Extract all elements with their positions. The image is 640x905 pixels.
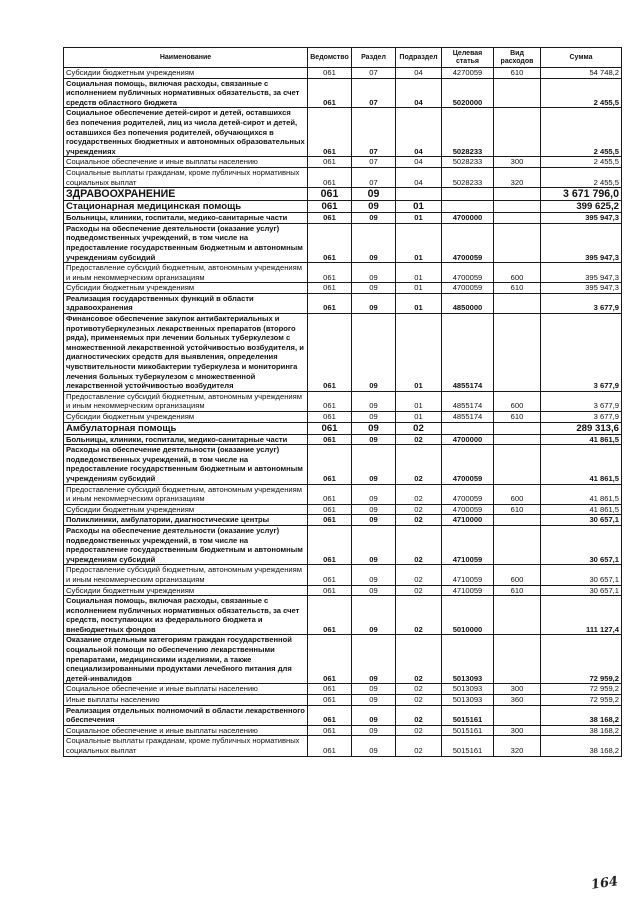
- cell-name: Предоставление субсидий бюджетным, автономным учреждениям и иным некоммерческим организациям: [64, 391, 308, 411]
- cell-expense-type: 610: [494, 283, 541, 294]
- table-row: [64, 525, 622, 564]
- cell-dept: 061: [308, 585, 352, 596]
- cell-sum: 38 168,2: [541, 705, 622, 725]
- cell-expense-type: [494, 434, 541, 445]
- cell-dept: 061: [308, 201, 352, 213]
- cell-sum: 111 127,4: [541, 596, 622, 635]
- cell-section: 09: [352, 213, 396, 224]
- cell-dept: 061: [308, 293, 352, 313]
- cell-target: 5028233: [442, 167, 494, 187]
- table-row: [64, 167, 622, 187]
- cell-dept: 061: [308, 565, 352, 585]
- cell-subsection: 01: [396, 213, 442, 224]
- cell-name: Социальное обеспечение и иные выплаты населению: [64, 684, 308, 695]
- cell-name: Финансовое обеспечение закупок антибактериальных и противотуберкулезных лекарственных препаратов (второго ряда), применяемых при лечении больных туберкулезом с множественной лекарственной устойчивостью возбудителя, и диагностических средств для выявления, определения чувствительности микобактерии туберкулеза и мониторинга лечения больных туберкулезом с множественной лекарственной устойчивостью возбудителя: [64, 314, 308, 392]
- cell-target: 5020000: [442, 78, 494, 108]
- cell-expense-type: 360: [494, 695, 541, 706]
- cell-sum: 395 947,3: [541, 213, 622, 224]
- cell-target: 4700000: [442, 213, 494, 224]
- cell-section: 09: [352, 422, 396, 434]
- cell-sum: 399 625,2: [541, 201, 622, 213]
- cell-section: 09: [352, 585, 396, 596]
- table-row: [64, 68, 622, 79]
- cell-dept: 061: [308, 412, 352, 423]
- cell-subsection: 02: [396, 445, 442, 484]
- cell-target: 5015161: [442, 705, 494, 725]
- cell-expense-type: 320: [494, 167, 541, 187]
- cell-expense-type: 300: [494, 725, 541, 736]
- cell-sum: 395 947,3: [541, 223, 622, 262]
- table-row: [64, 635, 622, 684]
- cell-dept: 061: [308, 596, 352, 635]
- table-row: [64, 736, 622, 756]
- cell-sum: 395 947,3: [541, 263, 622, 283]
- cell-section: 09: [352, 565, 396, 585]
- column-header-expense-type: Вид расходов: [494, 48, 541, 68]
- cell-expense-type: [494, 705, 541, 725]
- cell-target: 4710059: [442, 585, 494, 596]
- cell-name: Стационарная медицинская помощь: [64, 201, 308, 213]
- cell-section: 09: [352, 283, 396, 294]
- cell-expense-type: [494, 445, 541, 484]
- cell-dept: 061: [308, 684, 352, 695]
- cell-target: 4855174: [442, 391, 494, 411]
- cell-section: 07: [352, 157, 396, 168]
- column-header-name: Наименование: [64, 48, 308, 68]
- cell-target: [442, 422, 494, 434]
- cell-sum: 72 959,2: [541, 684, 622, 695]
- cell-section: 09: [352, 445, 396, 484]
- cell-dept: 061: [308, 434, 352, 445]
- cell-sum: 38 168,2: [541, 736, 622, 756]
- cell-dept: 061: [308, 635, 352, 684]
- cell-section: 09: [352, 434, 396, 445]
- cell-sum: 2 455,5: [541, 108, 622, 157]
- cell-dept: 061: [308, 515, 352, 526]
- cell-name: Расходы на обеспечение деятельности (оказание услуг) подведомственных учреждений, в том числе на предоставление государственным бюджетным и автономным учреждениям субсидий: [64, 445, 308, 484]
- table-body: [64, 68, 622, 757]
- cell-section: 07: [352, 167, 396, 187]
- cell-sum: 41 861,5: [541, 434, 622, 445]
- cell-sum: 30 657,1: [541, 525, 622, 564]
- cell-subsection: 02: [396, 525, 442, 564]
- column-header-section: Раздел: [352, 48, 396, 68]
- cell-expense-type: 610: [494, 585, 541, 596]
- cell-section: 09: [352, 705, 396, 725]
- cell-subsection: 02: [396, 434, 442, 445]
- cell-sum: 2 455,5: [541, 167, 622, 187]
- table-row: [64, 78, 622, 108]
- cell-subsection: 02: [396, 635, 442, 684]
- cell-dept: 061: [308, 484, 352, 504]
- table-row: [64, 596, 622, 635]
- cell-section: 09: [352, 725, 396, 736]
- cell-section: 09: [352, 391, 396, 411]
- cell-target: 4855174: [442, 314, 494, 392]
- cell-subsection: 02: [396, 596, 442, 635]
- table-row: [64, 445, 622, 484]
- cell-subsection: 01: [396, 201, 442, 213]
- column-header-target: Целевая статья: [442, 48, 494, 68]
- cell-sum: 3 671 796,0: [541, 188, 622, 201]
- cell-dept: 061: [308, 314, 352, 392]
- cell-dept: 061: [308, 157, 352, 168]
- cell-expense-type: [494, 635, 541, 684]
- cell-subsection: 04: [396, 157, 442, 168]
- cell-dept: 061: [308, 525, 352, 564]
- cell-expense-type: [494, 293, 541, 313]
- cell-target: 4710059: [442, 565, 494, 585]
- cell-target: [442, 201, 494, 213]
- cell-name: Предоставление субсидий бюджетным, автономным учреждениям и иным некоммерческим организациям: [64, 484, 308, 504]
- cell-section: 09: [352, 188, 396, 201]
- cell-target: 5013093: [442, 684, 494, 695]
- cell-sum: 2 455,5: [541, 78, 622, 108]
- cell-subsection: 02: [396, 504, 442, 515]
- cell-name: Больницы, клиники, госпитали, медико-санитарные части: [64, 434, 308, 445]
- cell-section: 07: [352, 78, 396, 108]
- cell-target: 5013093: [442, 635, 494, 684]
- cell-subsection: 01: [396, 283, 442, 294]
- cell-name: Субсидии бюджетным учреждениям: [64, 283, 308, 294]
- cell-expense-type: 300: [494, 684, 541, 695]
- cell-sum: 3 677,9: [541, 391, 622, 411]
- table-row: [64, 283, 622, 294]
- cell-name: Социальные выплаты гражданам, кроме публичных нормативных социальных выплат: [64, 167, 308, 187]
- table-row: [64, 725, 622, 736]
- cell-target: 5013093: [442, 695, 494, 706]
- table-row: [64, 422, 622, 434]
- cell-subsection: 01: [396, 314, 442, 392]
- table-row: [64, 412, 622, 423]
- cell-expense-type: 610: [494, 412, 541, 423]
- table-row: [64, 263, 622, 283]
- cell-name: Субсидии бюджетным учреждениям: [64, 504, 308, 515]
- cell-section: 09: [352, 515, 396, 526]
- cell-expense-type: 610: [494, 504, 541, 515]
- cell-expense-type: [494, 314, 541, 392]
- cell-dept: 061: [308, 725, 352, 736]
- cell-name: Расходы на обеспечение деятельности (оказание услуг) подведомственных учреждений, в том числе на предоставление государственным бюджетным и автономным учреждениям субсидий: [64, 525, 308, 564]
- cell-dept: 061: [308, 108, 352, 157]
- table-row: [64, 157, 622, 168]
- cell-name: Социальная помощь, включая расходы, связанные с исполнением публичных нормативных обязательств, за счет средств областного бюджета: [64, 78, 308, 108]
- cell-expense-type: 600: [494, 484, 541, 504]
- cell-section: 09: [352, 736, 396, 756]
- cell-section: 09: [352, 484, 396, 504]
- table-row: [64, 504, 622, 515]
- cell-expense-type: [494, 78, 541, 108]
- table-row: [64, 314, 622, 392]
- table-row: [64, 684, 622, 695]
- cell-dept: 061: [308, 695, 352, 706]
- table-row: [64, 484, 622, 504]
- cell-target: 5028233: [442, 108, 494, 157]
- cell-expense-type: 610: [494, 68, 541, 79]
- cell-section: 07: [352, 68, 396, 79]
- cell-subsection: 01: [396, 412, 442, 423]
- cell-target: 4700000: [442, 434, 494, 445]
- cell-name: Расходы на обеспечение деятельности (оказание услуг) подведомственных учреждений, в том числе на предоставление государственным бюджетным и автономным учреждениям субсидий: [64, 223, 308, 262]
- cell-subsection: 02: [396, 585, 442, 596]
- cell-target: 4710000: [442, 515, 494, 526]
- table-header: [64, 48, 622, 68]
- cell-section: 09: [352, 314, 396, 392]
- cell-expense-type: [494, 596, 541, 635]
- cell-name: Субсидии бюджетным учреждениям: [64, 68, 308, 79]
- cell-subsection: 01: [396, 293, 442, 313]
- cell-subsection: 02: [396, 725, 442, 736]
- cell-section: 07: [352, 108, 396, 157]
- table-row: [64, 515, 622, 526]
- cell-name: Субсидии бюджетным учреждениям: [64, 585, 308, 596]
- cell-dept: 061: [308, 504, 352, 515]
- cell-sum: 38 168,2: [541, 725, 622, 736]
- cell-name: Социальное обеспечение и иные выплаты населению: [64, 725, 308, 736]
- cell-target: [442, 188, 494, 201]
- table-row: [64, 293, 622, 313]
- cell-dept: 061: [308, 68, 352, 79]
- table-row: [64, 434, 622, 445]
- cell-dept: 061: [308, 223, 352, 262]
- budget-table: [63, 47, 622, 757]
- cell-name: Субсидии бюджетным учреждениям: [64, 412, 308, 423]
- cell-subsection: 02: [396, 705, 442, 725]
- cell-subsection: 04: [396, 108, 442, 157]
- table-row: [64, 565, 622, 585]
- cell-subsection: 04: [396, 167, 442, 187]
- cell-subsection: 02: [396, 515, 442, 526]
- cell-sum: 3 677,9: [541, 314, 622, 392]
- cell-sum: 3 677,9: [541, 293, 622, 313]
- cell-expense-type: 600: [494, 263, 541, 283]
- cell-sum: 30 657,1: [541, 515, 622, 526]
- cell-sum: 289 313,6: [541, 422, 622, 434]
- page-number: 164: [590, 874, 620, 893]
- cell-dept: 061: [308, 167, 352, 187]
- cell-expense-type: [494, 515, 541, 526]
- cell-sum: 2 455,5: [541, 157, 622, 168]
- cell-subsection: 02: [396, 736, 442, 756]
- column-header-sum: Сумма: [541, 48, 622, 68]
- cell-target: 4700059: [442, 283, 494, 294]
- cell-expense-type: [494, 213, 541, 224]
- cell-dept: 061: [308, 213, 352, 224]
- cell-subsection: 04: [396, 68, 442, 79]
- table-row: [64, 391, 622, 411]
- cell-target: 5028233: [442, 157, 494, 168]
- cell-dept: 061: [308, 283, 352, 294]
- cell-sum: 54 748,2: [541, 68, 622, 79]
- cell-section: 09: [352, 525, 396, 564]
- table-row: [64, 108, 622, 157]
- cell-section: 09: [352, 223, 396, 262]
- table-row: [64, 188, 622, 201]
- cell-dept: 061: [308, 263, 352, 283]
- cell-target: 4710059: [442, 525, 494, 564]
- cell-target: 4700059: [442, 263, 494, 283]
- cell-sum: 41 861,5: [541, 484, 622, 504]
- table-row: [64, 585, 622, 596]
- cell-expense-type: 600: [494, 391, 541, 411]
- cell-dept: 061: [308, 188, 352, 201]
- cell-name: Оказание отдельным категориям граждан государственной социальной помощи по обеспечению лекарственными препаратами, медицинскими изделиями, а также специализированными продуктами лечебного питания для детей-инвалидов: [64, 635, 308, 684]
- cell-target: 4700059: [442, 504, 494, 515]
- cell-subsection: 01: [396, 391, 442, 411]
- cell-subsection: 02: [396, 565, 442, 585]
- cell-section: 09: [352, 412, 396, 423]
- cell-expense-type: 320: [494, 736, 541, 756]
- cell-name: Социальное обеспечение и иные выплаты населению: [64, 157, 308, 168]
- cell-expense-type: [494, 188, 541, 201]
- cell-name: Больницы, клиники, госпитали, медико-санитарные части: [64, 213, 308, 224]
- cell-section: 09: [352, 293, 396, 313]
- cell-name: Предоставление субсидий бюджетным, автономным учреждениям и иным некоммерческим организациям: [64, 263, 308, 283]
- cell-name: Социальные выплаты гражданам, кроме публичных нормативных социальных выплат: [64, 736, 308, 756]
- cell-name: Социальное обеспечение детей-сирот и детей, оставшихся без попечения родителей, лиц из числа детей-сирот и детей, оставшихся без попечения родителей, обучающихся в государственных бюджетных и автономных образовательных учреждениях: [64, 108, 308, 157]
- cell-expense-type: [494, 422, 541, 434]
- cell-dept: 061: [308, 78, 352, 108]
- cell-subsection: 02: [396, 484, 442, 504]
- table-row: [64, 695, 622, 706]
- column-header-dept: Ведомство: [308, 48, 352, 68]
- cell-expense-type: [494, 525, 541, 564]
- cell-target: 4270059: [442, 68, 494, 79]
- cell-expense-type: [494, 223, 541, 262]
- cell-sum: 41 861,5: [541, 504, 622, 515]
- cell-name: Амбулаторная помощь: [64, 422, 308, 434]
- table-row: [64, 213, 622, 224]
- cell-name: Реализация отдельных полномочий в области лекарственного обеспечения: [64, 705, 308, 725]
- cell-name: Иные выплаты населению: [64, 695, 308, 706]
- cell-target: 4700059: [442, 484, 494, 504]
- cell-section: 09: [352, 596, 396, 635]
- cell-subsection: 02: [396, 422, 442, 434]
- cell-name: Предоставление субсидий бюджетным, автономным учреждениям и иным некоммерческим организациям: [64, 565, 308, 585]
- table-row: [64, 705, 622, 725]
- cell-dept: 061: [308, 445, 352, 484]
- column-header-subsection: Подраздел: [396, 48, 442, 68]
- cell-expense-type: 600: [494, 565, 541, 585]
- cell-target: 5015161: [442, 736, 494, 756]
- cell-sum: 72 959,2: [541, 635, 622, 684]
- cell-subsection: 01: [396, 263, 442, 283]
- table-row: [64, 223, 622, 262]
- cell-section: 09: [352, 201, 396, 213]
- cell-sum: 3 677,9: [541, 412, 622, 423]
- cell-section: 09: [352, 263, 396, 283]
- cell-sum: 72 959,2: [541, 695, 622, 706]
- cell-target: 4700059: [442, 445, 494, 484]
- cell-expense-type: 300: [494, 157, 541, 168]
- cell-sum: 30 657,1: [541, 585, 622, 596]
- cell-subsection: 02: [396, 695, 442, 706]
- cell-dept: 061: [308, 422, 352, 434]
- cell-sum: 41 861,5: [541, 445, 622, 484]
- cell-dept: 061: [308, 391, 352, 411]
- cell-name: ЗДРАВООХРАНЕНИЕ: [64, 188, 308, 201]
- table-row: [64, 201, 622, 213]
- cell-name: Социальная помощь, включая расходы, связанные с исполнением публичных нормативных обязательств, за счет средств, поступающих из федерального бюджета и внебюджетных фондов: [64, 596, 308, 635]
- cell-section: 09: [352, 635, 396, 684]
- cell-name: Реализация государственных функций в области здравоохранения: [64, 293, 308, 313]
- cell-subsection: 02: [396, 684, 442, 695]
- cell-subsection: 04: [396, 78, 442, 108]
- cell-name: Поликлиники, амбулатории, диагностические центры: [64, 515, 308, 526]
- cell-dept: 061: [308, 705, 352, 725]
- cell-target: 4855174: [442, 412, 494, 423]
- cell-section: 09: [352, 684, 396, 695]
- cell-dept: 061: [308, 736, 352, 756]
- cell-target: 4700059: [442, 223, 494, 262]
- cell-target: 5010000: [442, 596, 494, 635]
- cell-subsection: [396, 188, 442, 201]
- cell-section: 09: [352, 504, 396, 515]
- cell-subsection: 01: [396, 223, 442, 262]
- cell-expense-type: [494, 108, 541, 157]
- cell-expense-type: [494, 201, 541, 213]
- cell-sum: 30 657,1: [541, 565, 622, 585]
- cell-target: 4850000: [442, 293, 494, 313]
- cell-target: 5015161: [442, 725, 494, 736]
- cell-sum: 395 947,3: [541, 283, 622, 294]
- cell-section: 09: [352, 695, 396, 706]
